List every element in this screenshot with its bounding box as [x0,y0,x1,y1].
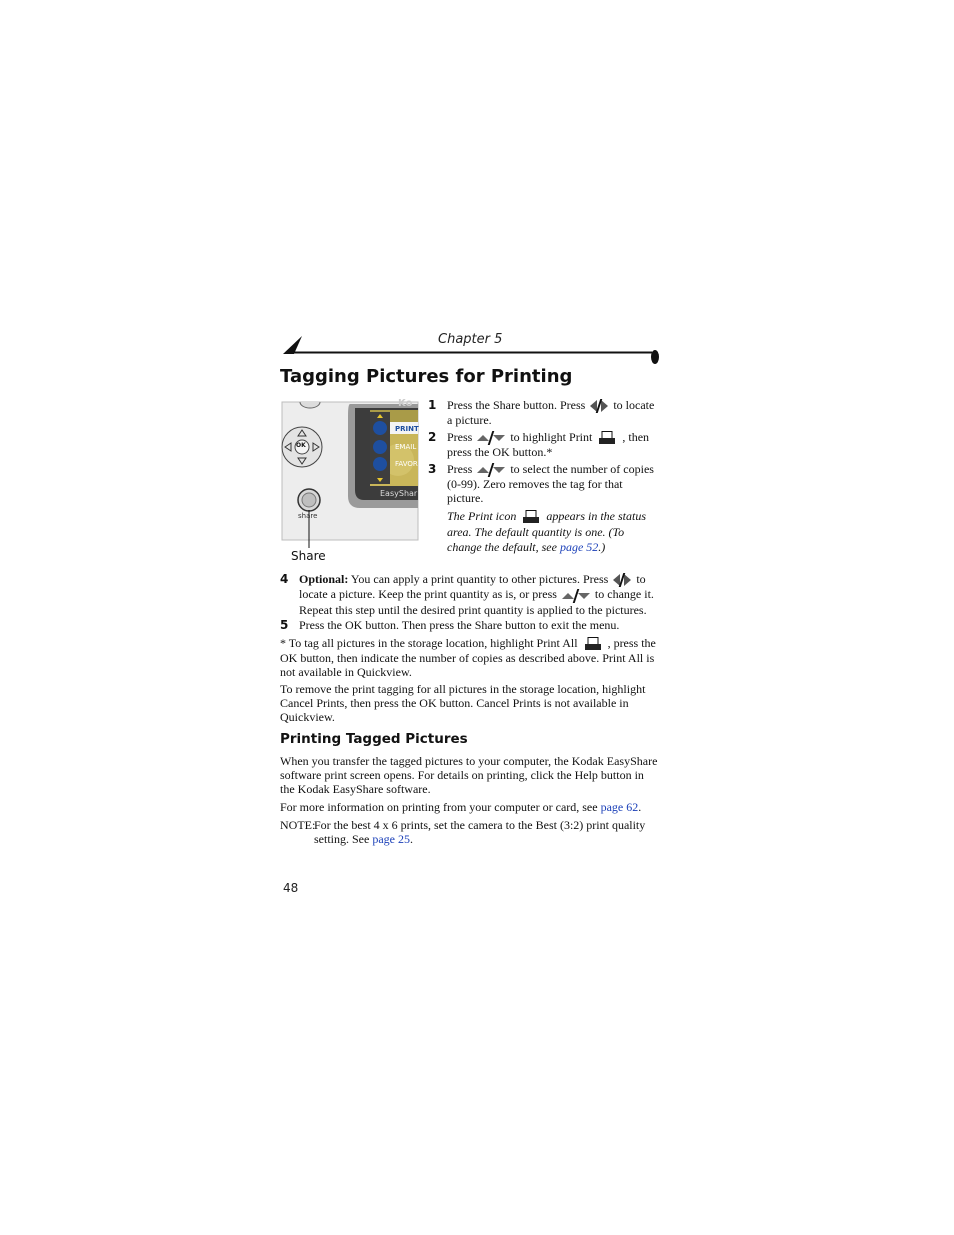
menu-item-favorites: FAVOR [395,460,418,468]
step-text: Press [447,430,473,444]
chapter-label: Chapter 5 [438,332,503,347]
chapter-header [280,330,664,370]
up-down-arrows-icon [562,589,590,603]
note-label: NOTE: [280,818,316,832]
step-number: 4 [280,572,289,586]
step-text: Press the OK button. Then press the Share button to exit the menu. [299,618,620,632]
page-25-link[interactable]: page 25 [372,832,410,846]
subsection-title: Printing Tagged Pictures [280,731,468,747]
printer-icon [522,510,540,524]
page-title: Tagging Pictures for Printing [280,366,573,387]
step-text: Press [447,462,473,476]
printer-icon [584,637,602,651]
more-info-paragraph: For more information on printing from your computer or card, see page 62. [280,800,642,814]
ok-button-label: OK [296,442,306,449]
step-number: 5 [280,618,289,632]
step-number: 3 [428,462,437,476]
up-down-arrows-icon [477,463,505,477]
step-number: 2 [428,430,437,444]
print-icon-note: The Print icon appears in the status area. The default quantity is one. (To change the default, see page 52.) [447,509,646,554]
transfer-paragraph: When you transfer the tagged pictures to your computer, the Kodak EasyShare software print screen opens. For details on printing, click the Help button in the Kodak EasyShare software. [280,754,658,796]
step-text: , then press the OK button.* [447,430,650,460]
page-number: 48 [283,881,299,895]
step-text: Press the Share button. Press [447,398,586,412]
step-text: to highlight Print [510,430,593,444]
step-text: to locate a picture. [447,398,655,428]
camera-back-illustration [280,400,420,545]
share-caption: Share [291,549,326,563]
step-text: to select the number of copies (0-99). Zero removes the tag for that picture. [447,462,654,506]
menu-item-email: EMAIL [395,443,417,451]
corner-brand: Ko [398,398,413,409]
page-62-link[interactable]: page 62 [600,800,639,814]
easyshare-brand: EasyShar [380,489,418,498]
step-number: 1 [428,398,437,412]
remove-tagging-paragraph: To remove the print tagging for all pictures in the storage location, highlight Cancel Prints, then press the OK button. Cancel Prints is not available in Quickview. [280,682,646,724]
left-right-arrows-icon [613,573,631,587]
share-small-label: share [298,512,318,520]
camera-figure [280,400,420,568]
footnote-print-all: * To tag all pictures in the storage location, highlight Print All , press the OK button, then indicate the number of copies as described above. Print All is not available in Quickview. [280,636,656,680]
printer-icon [598,431,616,445]
optional-label: Optional: [299,572,349,586]
menu-item-print: PRINT [395,425,419,433]
up-down-arrows-icon [477,431,505,445]
left-right-arrows-icon [590,399,608,413]
page-52-link[interactable]: page 52 [559,540,599,554]
